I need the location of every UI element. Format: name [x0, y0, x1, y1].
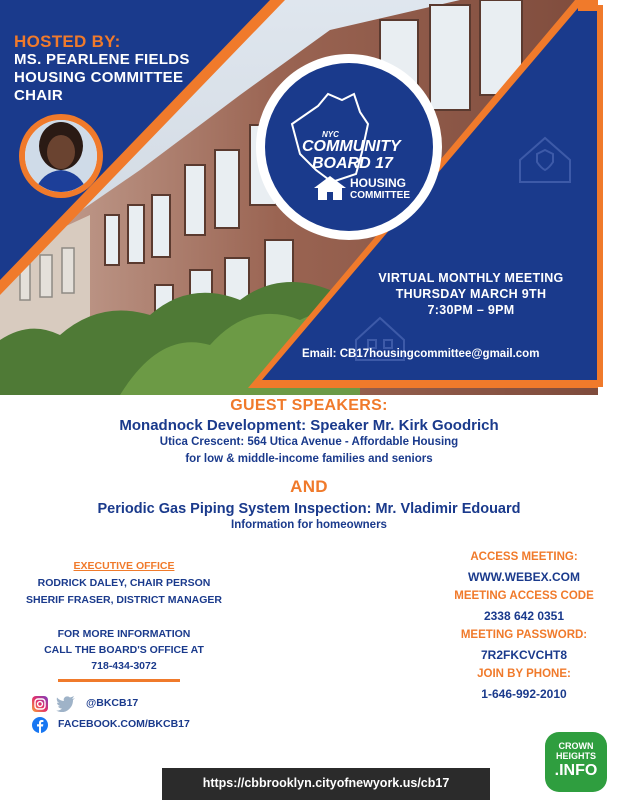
meeting-time: 7:30PM – 9PM — [427, 303, 515, 317]
phone-heading: JOIN BY PHONE: — [477, 668, 571, 680]
speaker-1-desc: for low & middle-income families and seniors — [185, 453, 433, 465]
badge-info: .INFO — [554, 762, 598, 779]
host-name-block — [14, 51, 190, 105]
and-divider: AND — [290, 477, 328, 496]
meeting-type: VIRTUAL MONTHLY MEETING — [378, 271, 564, 285]
speaker-2-title: Periodic Gas Piping System Inspection: Mr. Vladimir Edouard — [97, 501, 521, 517]
office-phone[interactable]: 718-434-3072 — [91, 660, 157, 672]
logo-board: BOARD 17 — [312, 155, 393, 172]
footer-url[interactable]: https://cbbrooklyn.cityofnewyork.us/cb17 — [202, 776, 450, 790]
office-chair: RODRICK DALEY, CHAIR PERSON — [37, 577, 211, 589]
host-title-2: CHAIR — [14, 87, 63, 104]
host-name: MS. PEARLENE FIELDS — [14, 51, 190, 68]
logo-community: COMMUNITY — [302, 138, 401, 155]
office-manager: SHERIF FRASER, DISTRICT MANAGER — [25, 594, 222, 606]
badge-heights: HEIGHTS — [555, 751, 596, 761]
access-code-heading: MEETING ACCESS CODE — [454, 590, 594, 602]
speaker-2-desc: Information for homeowners — [231, 519, 387, 531]
meeting-password: 7R2FKCVCHT8 — [480, 648, 567, 662]
logo-nyc: NYC — [322, 130, 339, 139]
info-line-2: CALL THE BOARD'S OFFICE AT — [44, 644, 204, 656]
cb17-logo — [256, 54, 442, 240]
host-avatar — [19, 114, 103, 198]
facebook-link[interactable]: FACEBOOK.COM/BKCB17 — [58, 718, 190, 730]
logo-housing: HOUSING — [350, 176, 407, 190]
facebook-icon[interactable] — [32, 717, 48, 733]
social-handle[interactable]: @BKCB17 — [86, 697, 139, 709]
house-icon — [312, 175, 348, 201]
info-line-1: FOR MORE INFORMATION — [57, 628, 191, 640]
access-code: 2338 642 0351 — [483, 609, 565, 623]
speaker-1-project: Utica Crescent: 564 Utica Avenue - Affordable Housing — [159, 436, 459, 448]
crown-heights-badge[interactable] — [545, 732, 607, 792]
instagram-icon[interactable] — [32, 696, 48, 712]
meeting-info — [360, 270, 582, 318]
badge-crown: CROWN — [558, 741, 594, 751]
access-heading: ACCESS MEETING: — [470, 551, 578, 563]
office-heading: EXECUTIVE OFFICE — [73, 560, 175, 572]
logo-committee: COMMITTEE — [350, 190, 410, 201]
office-divider — [58, 679, 180, 682]
speaker-1-title: Monadnock Development: Speaker Mr. Kirk Goodrich — [119, 417, 499, 434]
meeting-email[interactable]: Email: CB17housingcommittee@gmail.com — [302, 348, 540, 360]
join-phone[interactable]: 1-646-992-2010 — [481, 687, 567, 701]
footer-bar — [162, 768, 490, 800]
host-title-1: HOUSING COMMITTEE — [14, 69, 184, 86]
twitter-icon[interactable] — [56, 696, 76, 712]
password-heading: MEETING PASSWORD: — [460, 629, 588, 641]
speakers-heading: GUEST SPEAKERS: — [230, 397, 388, 414]
host-label: HOSTED BY: — [14, 32, 121, 51]
access-url[interactable]: WWW.WEBEX.COM — [468, 570, 580, 584]
meeting-date: THURSDAY MARCH 9TH — [395, 287, 547, 301]
